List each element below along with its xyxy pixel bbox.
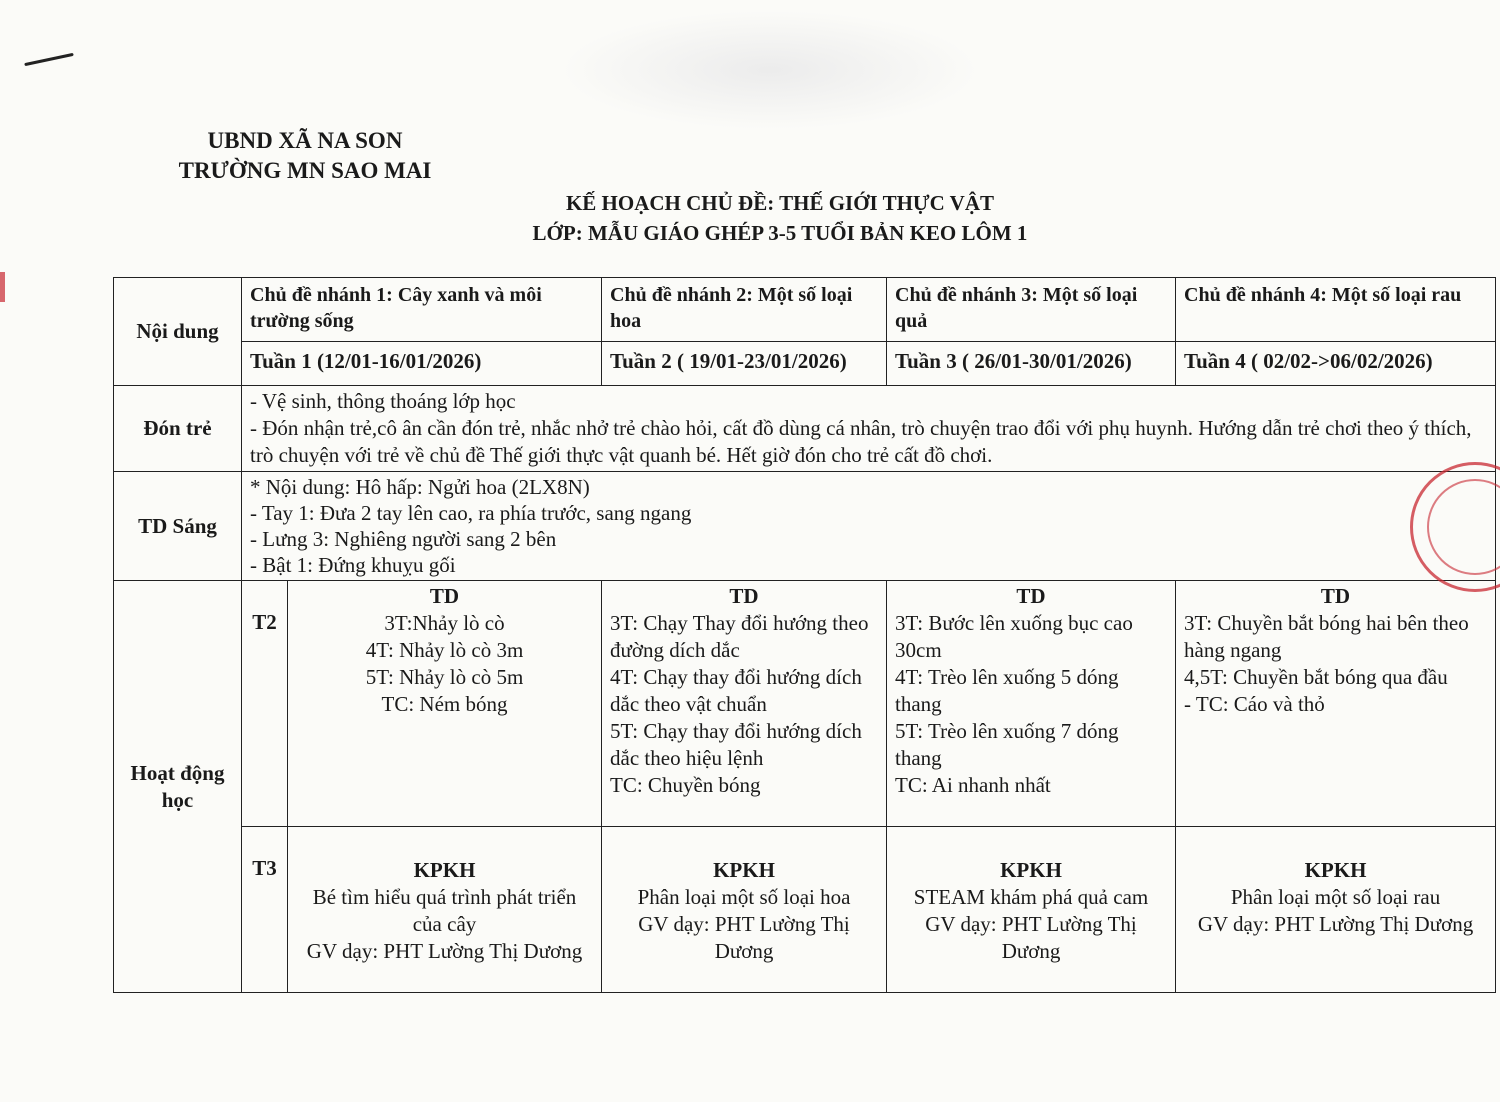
td-sang-row	[114, 472, 1496, 581]
t3-cell-3	[887, 827, 1176, 993]
theme-row	[114, 278, 1496, 342]
don-tre-content	[242, 386, 1496, 472]
activity-head: TD	[429, 584, 460, 608]
activity-line: Phân loại một số loại rau	[1230, 885, 1441, 909]
activity-line: TC: Ai nhanh nhất	[895, 773, 1051, 797]
activity-line: 5T: Trèo lên xuống 7 dóng thang	[895, 719, 1119, 770]
td-sang-content	[242, 472, 1496, 581]
teacher-line: GV dạy: PHT Lường Thị Dương	[925, 912, 1137, 963]
activity-line: 5T: Chạy thay đổi hướng dích dắc theo hiệu lệnh	[610, 719, 862, 770]
t2-row	[114, 581, 1496, 827]
agency-name: UBND XÃ NA SON	[207, 128, 403, 153]
activity-line: 4T: Trèo lên xuống 5 dóng thang	[895, 665, 1119, 716]
don-tre-label: Đón trẻ	[114, 386, 242, 472]
t3-row	[114, 827, 1496, 993]
activity-head: TD	[1320, 584, 1351, 608]
activity-line: 5T: Nhảy lò cò 5m	[365, 665, 524, 689]
t3-cell-1	[288, 827, 602, 993]
activity-head: KPKH	[713, 858, 775, 882]
td-sang-line: - Bật 1: Đứng khuỵu gối	[250, 553, 456, 577]
teacher-line: GV dạy: PHT Lường Thị Dương	[638, 912, 850, 963]
week-3: Tuần 3 ( 26/01-30/01/2026)	[887, 342, 1176, 386]
activity-line: 3T:Nhảy lò cò	[384, 611, 505, 635]
activity-line: 3T: Chuyền bắt bóng hai bên theo hàng ngang	[1184, 611, 1469, 662]
t2-cell-4	[1176, 581, 1496, 827]
class-title: LỚP: MẪU GIÁO GHÉP 3-5 TUỔI BẢN KEO LÔM 1	[532, 221, 1028, 245]
activity-line: TC: Ném bóng	[381, 692, 508, 716]
activity-head: KPKH	[1304, 858, 1367, 882]
don-tre-line: - Đón nhận trẻ,cô ân cần đón trẻ, nhắc nhở trẻ chào hỏi, cất đồ dùng cá nhân, trò chuyện trao đổi với phụ huynh. Hướng dẫn trẻ chơi theo ý thích, trò chuyện với trẻ về chủ đề Thế giới thực vật quanh bé. Hết giờ đón cho trẻ cất đồ chơi.	[250, 416, 1472, 467]
pen-mark	[24, 53, 74, 66]
plan-title: KẾ HOẠCH CHỦ ĐỀ: THẾ GIỚI THỰC VẬT	[565, 191, 995, 215]
activity-line: - TC: Cáo và thỏ	[1184, 692, 1325, 716]
t3-cell-4	[1176, 827, 1496, 993]
red-margin-mark	[0, 272, 5, 302]
activity-head: TD	[1016, 584, 1046, 608]
t2-cell-3	[887, 581, 1176, 827]
content-header: Nội dung	[114, 278, 242, 386]
week-2: Tuần 2 ( 19/01-23/01/2026)	[602, 342, 887, 386]
activity-head: TD	[729, 584, 759, 608]
theme-4: Chủ đề nhánh 4: Một số loại rau	[1176, 278, 1496, 342]
activity-line: 4,5T: Chuyền bắt bóng qua đầu	[1184, 665, 1448, 689]
seal-inner-ring	[1427, 479, 1500, 575]
td-sang-label: TD Sáng	[114, 472, 242, 581]
activity-line: TC: Chuyền bóng	[610, 773, 761, 797]
week-1: Tuần 1 (12/01-16/01/2026)	[242, 342, 602, 386]
plan-title-block	[430, 188, 1130, 248]
week-row	[114, 342, 1496, 386]
td-sang-line: * Nội dung: Hô hấp: Ngửi hoa (2LX8N)	[250, 475, 590, 499]
week-4: Tuần 4 ( 02/02->06/02/2026)	[1176, 342, 1496, 386]
td-sang-line: - Tay 1: Đưa 2 tay lên cao, ra phía trước, sang ngang	[250, 501, 692, 525]
theme-2: Chủ đề nhánh 2: Một số loại hoa	[602, 278, 887, 342]
activity-line: 3T: Chạy Thay đổi hướng theo đường dích dắc	[610, 611, 869, 662]
theme-1: Chủ đề nhánh 1: Cây xanh và môi trường sống	[242, 278, 602, 342]
agency-header	[150, 126, 460, 186]
don-tre-line: - Vệ sinh, thông thoáng lớp học	[250, 389, 516, 413]
teacher-line: GV dạy: PHT Lường Thị Dương	[1197, 912, 1474, 936]
activity-line: Phân loại một số loại hoa	[637, 885, 851, 909]
t3-cell-2	[602, 827, 887, 993]
day-t3: T3	[242, 827, 288, 993]
t2-cell-1	[288, 581, 602, 827]
activity-line: STEAM khám phá quả cam	[913, 885, 1149, 909]
day-t2: T2	[242, 581, 288, 827]
activity-line: 4T: Chạy thay đổi hướng dích dắc theo vật chuẩn	[610, 665, 862, 716]
t2-cell-2	[602, 581, 887, 827]
activity-line: Bé tìm hiểu quá trình phát triển của cây	[312, 885, 577, 936]
activity-head: KPKH	[413, 858, 476, 882]
activity-head: KPKH	[1000, 858, 1062, 882]
teacher-line: GV dạy: PHT Lường Thị Dương	[306, 939, 583, 963]
scan-shadow	[560, 10, 980, 130]
theme-3: Chủ đề nhánh 3: Một số loại quả	[887, 278, 1176, 342]
activity-line: 4T: Nhảy lò cò 3m	[365, 638, 524, 662]
td-sang-line: - Lưng 3: Nghiêng người sang 2 bên	[250, 527, 557, 551]
plan-table	[113, 277, 1496, 993]
school-name: TRƯỜNG MN SAO MAI	[178, 158, 432, 183]
hoat-dong-hoc-label: Hoạt động học	[114, 581, 242, 993]
activity-line: 3T: Bước lên xuống bục cao 30cm	[895, 611, 1133, 662]
don-tre-row	[114, 386, 1496, 472]
